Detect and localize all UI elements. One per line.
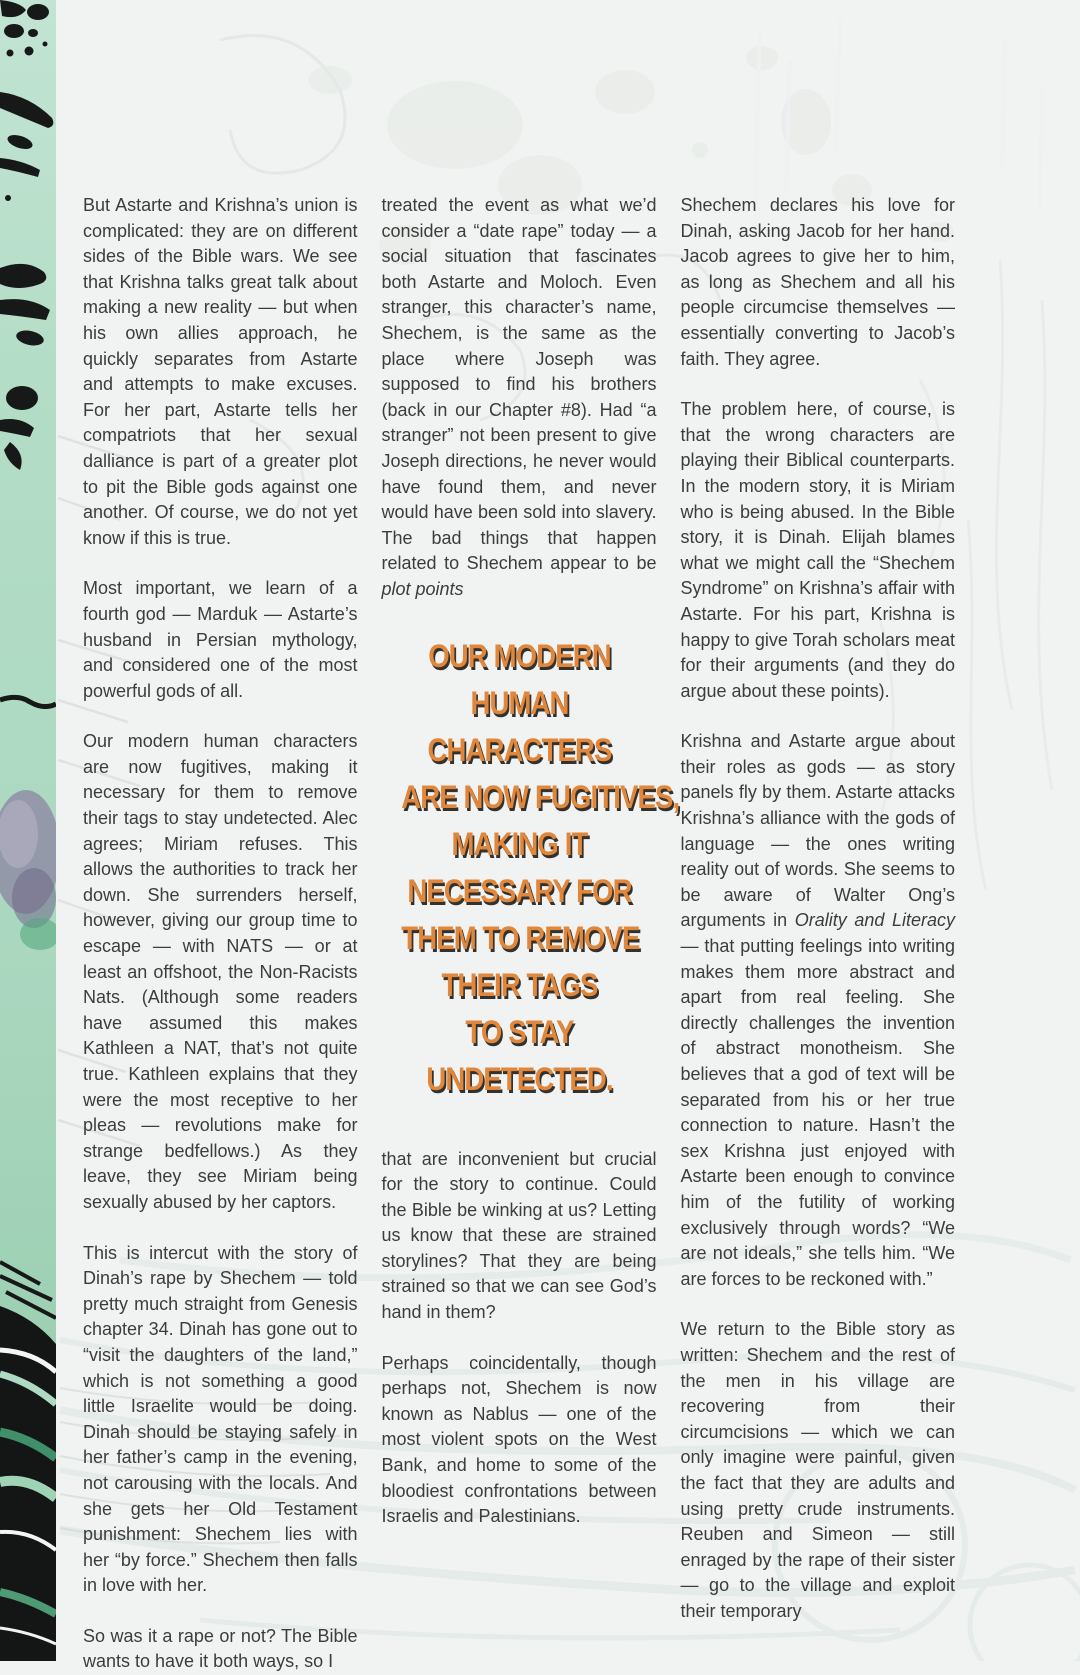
left-paint-strip bbox=[0, 0, 56, 1661]
body-paragraph: But Astarte and Krishna’s union is complicated: they are on different sides of the Bible wars. We see that Krishna talks great talk about making a new reality — but when his own allies approach, he quickly separates from Astarte and attempts to make excuses. For her part, Astarte tells her compatriots that her sexual dalliance is part of a greater plot to pit the Bible gods against one another. Of course, we do not yet know if this is true. bbox=[83, 195, 358, 548]
pull-quote-line: CHARACTERS bbox=[426, 731, 612, 768]
pull-quote-line: THEM TO REMOVE bbox=[400, 919, 639, 956]
ink-splatter-top bbox=[0, 0, 53, 201]
column-2 bbox=[381, 193, 679, 1675]
pull-quote bbox=[382, 633, 679, 1103]
body-paragraph: The problem here, of course, is that the wrong characters are playing their Biblical counterparts. In the modern story, it is Miriam who is being abused. In the Bible story, it is Dinah. Elijah blames what we might call the “Shechem Syndrome” on Krishna’s affair with Astarte. For his part, Krishna is happy to give Torah scholars meat for their arguments (and they do argue about these points). bbox=[680, 399, 955, 701]
body-paragraph: that are inconvenient but crucial for the story to continue. Could the Bible be winking at us? Letting us know that these are strained storylines? That they are being strained so that we can see God’s hand in them? bbox=[381, 1148, 657, 1323]
pull-quote-line: THEIR TAGS bbox=[440, 966, 598, 1003]
body-paragraph: Perhaps coincidentally, though perhaps not, Shechem is now known as Nablus — one of the most violent spots on the West Bank, and home to some of the bloodiest confrontations between Israelis and Palestinians. bbox=[381, 1352, 657, 1527]
body-paragraph: So was it a rape or not? The Bible wants to have it both ways, so I bbox=[83, 1625, 358, 1672]
pull-quote-line: OUR MODERN bbox=[427, 637, 611, 674]
body-paragraph: treated the event as what we’d consider a “date rape” today — a social situation that fascinates both Astarte and Moloch. Even stranger, this character’s name, Shechem, is the same as the place where Joseph was supposed to find his brothers (back in our Chapter #8). Had “a stranger” not been present to give Joseph directions, he never would have found them, and never would have been sold into slavery. The bad things that happen related to Shechem appear to be plot points bbox=[381, 195, 657, 599]
body-paragraph: Most important, we learn of a fourth god — Marduk — Astarte’s husband in Persian mythology, and considered one of the most powerful gods of all. bbox=[83, 578, 358, 701]
body-paragraph: Shechem declares his love for Dinah, asking Jacob for her hand. Jacob agrees to give her to him, as long as Shechem and all his people circumcise themselves — essentially converting to Jacob’s faith. They agree. bbox=[680, 195, 955, 369]
column-1 bbox=[83, 193, 358, 1675]
pull-quote-line: TO STAY bbox=[464, 1013, 574, 1050]
pull-quote-line: UNDETECTED. bbox=[425, 1060, 613, 1097]
purple-wash-blob bbox=[0, 790, 56, 950]
pull-quote-line: ARE NOW FUGITIVES, bbox=[400, 778, 679, 815]
ink-splatter-bottom bbox=[0, 1262, 56, 1661]
column-3 bbox=[681, 193, 956, 1675]
body-paragraph: We return to the Bible story as written: Shechem and the rest of the men in his village are recovering from their circumcisions — which we can only imagine were painful, given the fact that they are adults and using pretty crude instruments. Reuben and Simeon — still enraged by the rape of their sister — go to the village and exploit their temporary bbox=[680, 1319, 955, 1621]
pull-quote-line: NECESSARY FOR bbox=[406, 872, 632, 909]
ink-brush-middle bbox=[0, 264, 50, 470]
text-columns bbox=[83, 193, 955, 1675]
pull-quote-line: MAKING IT bbox=[451, 825, 587, 862]
body-paragraph: This is intercut with the story of Dinah’s rape by Shechem — told pretty much straight from Genesis chapter 34. Dinah has gone out to “visit the daughters of the land,” which is not something a good little Israelite would be doing. Dinah should be staying safely in her father’s camp in the evening, not carousing with the locals. And she gets her Old Testament punishment: Shechem lies with her “by force.” Shechem then falls in love with her. bbox=[83, 1242, 358, 1596]
pull-quote-line: HUMAN bbox=[469, 684, 569, 721]
ink-squiggle bbox=[0, 697, 56, 706]
body-paragraph: Krishna and Astarte argue about their roles as gods — as story panels fly by them. Astarte attacks Krishna’s alliance with the gods of language — the ones writing reality out of words. She seems to be aware of Walter Ong’s arguments in Orality and Literacy — that putting feelings into writing makes them more abstract and apart from real feeling. She directly challenges the invention of abstract monotheism. She believes that a god of text will be separated from his or her true connection to nature. Hasn’t the sex Krishna just enjoyed with Astarte been enough to convince him of the futility of working exclusively through words? “We are not ideals,” she tells him. “We are forces to be reckoned with.” bbox=[680, 731, 955, 1289]
body-paragraph: Our modern human characters are now fugitives, making it necessary for them to remove their tags to stay undetected. Alec agrees; Miriam refuses. This allows the authorities to track her down. She surrenders herself, however, giving our group time to escape — with NATS — or at least an offshoot, the Non-Racists Nats. (Although some readers have assumed this makes Kathleen a NAT, that’s not quite true. Kathleen explains that they were the most receptive to her pleas — revolutions make for strange bedfellows.) As they leave, they see Miriam being sexually abused by her captors. bbox=[83, 731, 358, 1212]
